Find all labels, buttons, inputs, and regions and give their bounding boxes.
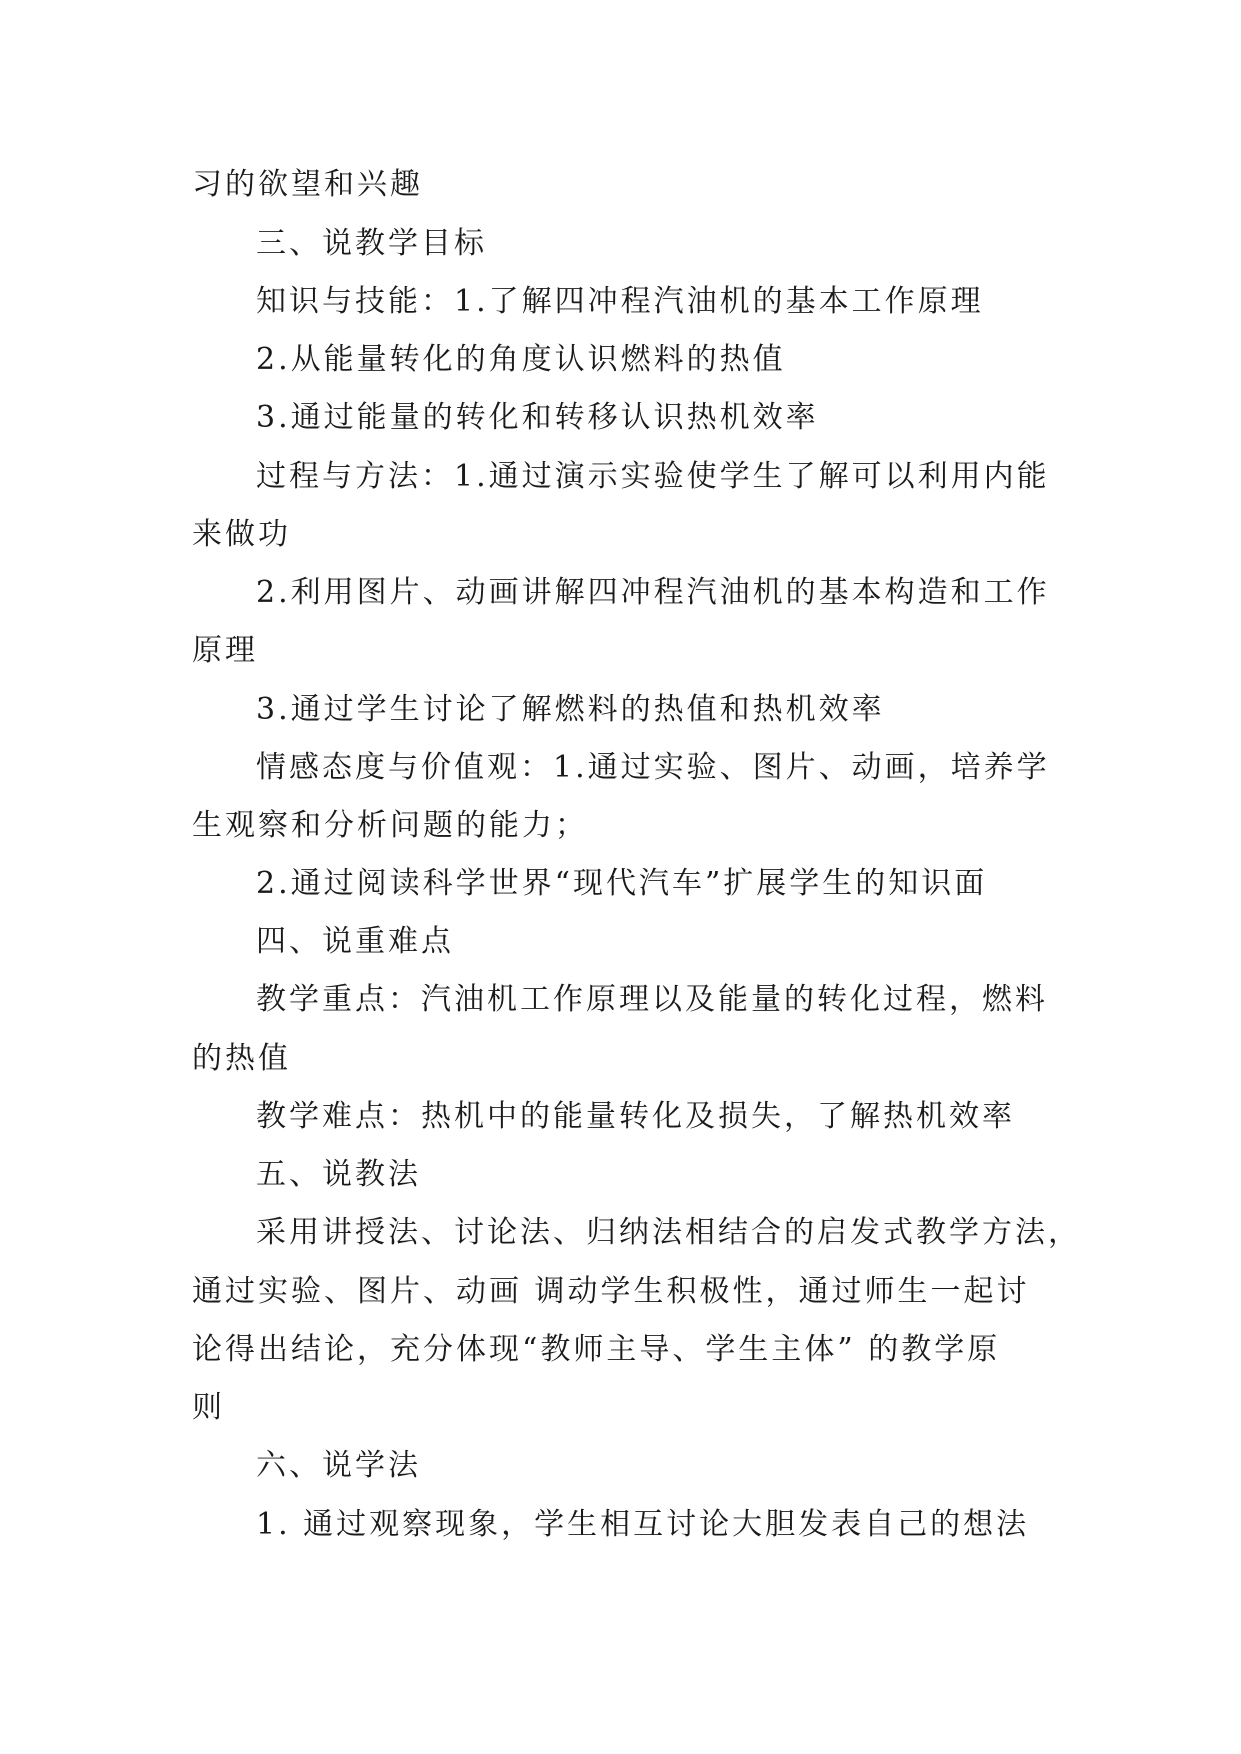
- text-line: 通过实验、图片、动画 调动学生积极性，通过师生一起讨: [192, 1274, 1030, 1309]
- text-line: 知识与技能：1.了解四冲程汽油机的基本工作原理: [256, 284, 984, 319]
- text-line: 则: [192, 1390, 225, 1425]
- text-line: 论得出结论，充分体现“教师主导、学生主体” 的教学原: [192, 1332, 1001, 1367]
- text-line: 2.利用图片、动画讲解四冲程汽油机的基本构造和工作: [256, 575, 1050, 610]
- text-line: 3.通过能量的转化和转移认识热机效率: [256, 400, 819, 435]
- text-line: 2.从能量转化的角度认识燃料的热值: [256, 342, 786, 377]
- text-line: 情感态度与价值观：1.通过实验、图片、动画，培养学: [256, 750, 1050, 785]
- text-line: 教学难点：热机中的能量转化及损失，了解热机效率: [256, 1099, 1015, 1134]
- text-line: 来做功: [192, 517, 291, 552]
- text-line: 2.通过阅读科学世界“现代汽车”扩展学生的知识面: [256, 866, 988, 901]
- text-line: 生观察和分析问题的能力；: [192, 808, 588, 843]
- section-heading-teaching-objectives: 三、说教学目标: [256, 226, 487, 261]
- section-heading-learning-methods: 六、说学法: [256, 1448, 421, 1483]
- text-line: 教学重点：汽油机工作原理以及能量的转化过程，燃料: [256, 982, 1048, 1017]
- text-line: 原理: [192, 633, 258, 668]
- text-line: 采用讲授法、讨论法、归纳法相结合的启发式教学方法，: [256, 1215, 1081, 1250]
- section-heading-teaching-methods: 五、说教法: [256, 1157, 421, 1192]
- text-line: 习的欲望和兴趣: [192, 167, 423, 202]
- text-line: 3.通过学生讨论了解燃料的热值和热机效率: [256, 692, 885, 727]
- text-line: 1. 通过观察现象，学生相互讨论大胆发表自己的想法: [256, 1507, 1030, 1542]
- text-line: 过程与方法：1.通过演示实验使学生了解可以利用内能: [256, 459, 1050, 494]
- section-heading-key-points: 四、说重难点: [256, 924, 454, 959]
- text-line: 的热值: [192, 1041, 291, 1076]
